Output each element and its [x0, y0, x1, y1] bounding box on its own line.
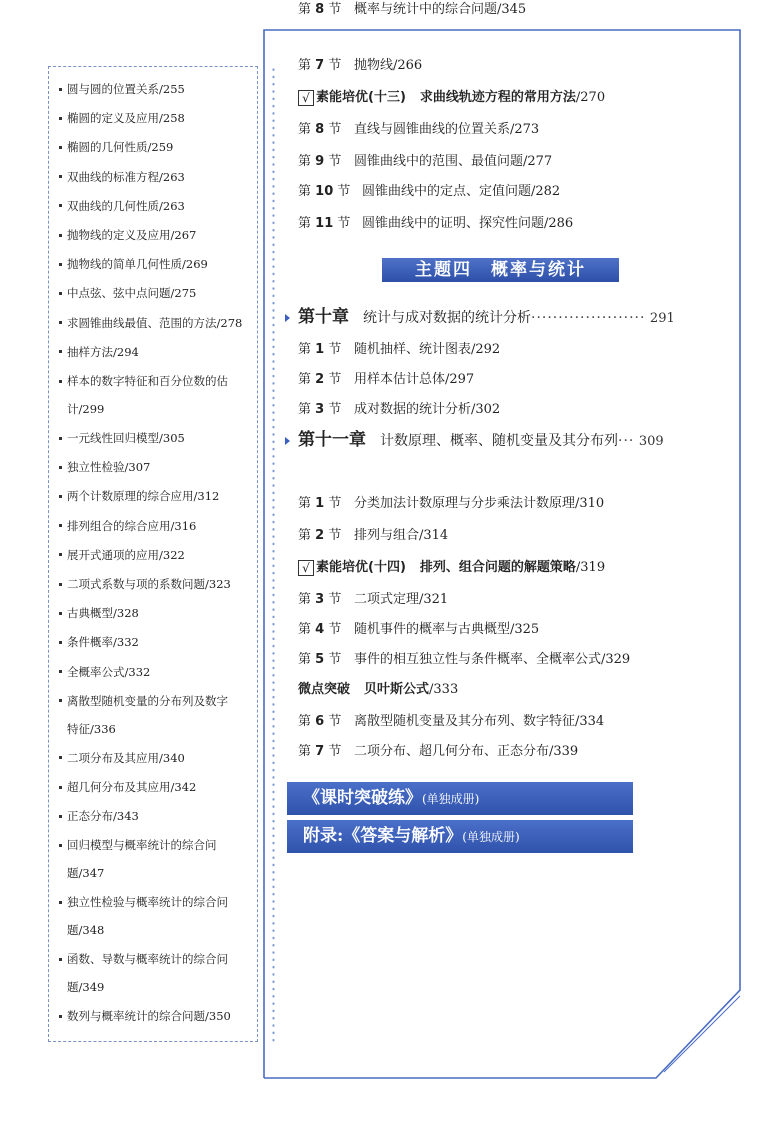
sidebar-item[interactable]: [59, 773, 255, 801]
section-num: 1: [315, 496, 325, 511]
section-title: 贝叶斯公式: [364, 682, 430, 697]
section-number: [298, 0, 354, 20]
section-prefix: 第: [298, 342, 312, 357]
bullet-icon: [59, 350, 62, 353]
sidebar-item[interactable]: [59, 1002, 255, 1030]
sidebar-item-text: 求圆锥曲线最值、范围的方法/278: [67, 315, 243, 330]
section-suffix: 节: [328, 622, 342, 637]
sidebar-item[interactable]: [59, 541, 255, 569]
section-num: 2: [315, 528, 325, 543]
section-number: [298, 340, 354, 360]
section-prefix: 第: [298, 2, 312, 17]
toc-entry[interactable]: [298, 526, 448, 546]
bullet-icon: [59, 553, 62, 556]
sidebar-item[interactable]: [59, 744, 255, 772]
section-num: 2: [315, 372, 325, 387]
sidebar-item[interactable]: [59, 482, 255, 510]
section-suffix: 节: [328, 342, 342, 357]
bullet-icon: [59, 175, 62, 178]
section-number: [298, 742, 354, 762]
bullet-icon: [59, 786, 62, 789]
toc-entry[interactable]: [298, 88, 605, 108]
toc-entry[interactable]: [298, 152, 552, 172]
sidebar-list: [48, 66, 258, 1042]
toc-entry[interactable]: [298, 558, 605, 578]
section-number: [298, 370, 354, 390]
sidebar-item[interactable]: [59, 453, 255, 481]
sidebar-item[interactable]: [59, 133, 255, 161]
sidebar-item-text: 二项分布及其应用/340: [67, 750, 185, 765]
section-num: 10: [315, 184, 334, 199]
bullet-icon: [59, 583, 62, 586]
sidebar-item-text: 超几何分布及其应用/342: [67, 780, 197, 794]
sidebar-item[interactable]: [59, 279, 255, 307]
section-title: 圆锥曲线中的证明、探究性问题/286: [362, 216, 574, 231]
sidebar-item-text: 抛物线的简单几何性质/269: [67, 257, 208, 272]
section-title: 成对数据的统计分析/302: [354, 402, 501, 417]
section-label: 素能培优(十三): [316, 90, 406, 105]
section-title: 圆锥曲线中的范围、最值问题/277: [354, 154, 553, 169]
leader-dots: ·····················: [531, 310, 646, 326]
toc-entry[interactable]: [298, 680, 458, 700]
topic-banner: [382, 258, 619, 282]
section-title: 概率与统计中的综合问题/345: [354, 2, 527, 17]
section-suffix: 节: [337, 184, 351, 199]
sidebar-item[interactable]: [59, 687, 255, 743]
bullet-icon: [59, 524, 62, 527]
section-title: 求曲线轨迹方程的常用方法: [419, 90, 576, 105]
section-title: 随机抽样、统计图表/292: [354, 342, 501, 357]
book-title: 附录:《答案与解析》: [303, 826, 463, 846]
section-num: 3: [315, 592, 325, 607]
section-suffix: 节: [328, 58, 342, 73]
chapter-label: 第十章: [298, 307, 349, 327]
section-title: 圆锥曲线中的定点、定值问题/282: [362, 184, 561, 199]
section-title: 抛物线/266: [354, 58, 423, 73]
bullet-icon: [59, 756, 62, 759]
sidebar-item-continuation: 题/349: [67, 980, 105, 995]
topic-title: 主题四 概率与统计: [415, 260, 586, 280]
section-prefix: 第: [298, 496, 312, 511]
section-num: 7: [315, 58, 325, 73]
section-title: 二项分布、超几何分布、正态分布/339: [354, 744, 579, 759]
section-suffix: 节: [328, 2, 342, 17]
bullet-icon: [59, 263, 62, 266]
bullet-icon: [59, 234, 62, 237]
checkmark-icon: √: [298, 90, 314, 106]
bullet-icon: [59, 844, 62, 847]
sidebar-item-text: 抽样方法/294: [67, 344, 139, 359]
section-suffix: 节: [328, 372, 342, 387]
bullet-icon: [59, 117, 62, 120]
section-number: [298, 182, 362, 202]
section-title: 事件的相互独立性与条件概率、全概率公式/329: [354, 652, 631, 667]
micro-label: 微点突破: [298, 682, 351, 697]
section-number: [298, 526, 354, 546]
sidebar-item-text: 椭圆的几何性质/259: [67, 140, 174, 155]
section-number: [298, 214, 362, 234]
sidebar-item-text: 全概率公式/332: [67, 664, 151, 679]
section-number: [298, 620, 354, 640]
section-prefix: 第: [298, 744, 312, 759]
section-num: 4: [315, 622, 325, 637]
section-num: 3: [315, 402, 325, 417]
section-page: /270: [575, 90, 606, 105]
section-title: 直线与圆锥曲线的位置关系/273: [354, 122, 540, 137]
toc-entry[interactable]: [298, 400, 500, 420]
section-num: 8: [315, 2, 325, 17]
sidebar-item[interactable]: [59, 831, 255, 887]
section-prefix: 第: [298, 592, 312, 607]
bullet-icon: [59, 88, 62, 91]
sidebar-item-text: 椭圆的定义及应用/258: [67, 111, 185, 126]
bullet-icon: [59, 612, 62, 615]
sidebar-item-text: 展开式通项的应用/322: [67, 547, 185, 562]
bullet-icon: [59, 466, 62, 469]
book-bar-practice[interactable]: [287, 782, 633, 815]
sidebar-item-text: 二项式系数与项的系数问题/323: [67, 577, 231, 591]
section-prefix: 第: [298, 372, 312, 387]
toc-entry[interactable]: [298, 340, 500, 360]
section-prefix: 第: [298, 184, 312, 199]
section-num: 1: [315, 342, 325, 357]
section-suffix: 节: [328, 122, 342, 137]
toc-entry[interactable]: [298, 590, 448, 610]
section-number: [298, 494, 354, 514]
sidebar-item[interactable]: [59, 367, 255, 423]
bullet-icon: [59, 204, 62, 207]
sidebar-item[interactable]: [59, 75, 255, 103]
section-suffix: 节: [328, 154, 342, 169]
toc-entry[interactable]: [298, 120, 539, 140]
sidebar-item-text: 中点弦、弦中点问题/275: [67, 286, 197, 301]
sidebar-item-text: 独立性检验与概率统计的综合问: [67, 895, 228, 910]
section-title: 排列与组合/314: [354, 528, 449, 543]
toc-entry[interactable]: [298, 742, 578, 762]
section-prefix: 第: [298, 714, 312, 729]
bullet-icon: [59, 292, 62, 295]
sidebar-item-text: 抛物线的定义及应用/267: [67, 228, 197, 242]
section-title: 分类加法计数原理与分步乘法计数原理/310: [354, 496, 605, 511]
section-num: 9: [315, 154, 325, 169]
sidebar-item-text: 正态分布/343: [67, 809, 139, 824]
sidebar-item[interactable]: [59, 945, 255, 1001]
sidebar-item[interactable]: [59, 424, 255, 452]
section-title: 离散型随机变量及其分布列、数字特征/334: [354, 714, 605, 729]
sidebar-item[interactable]: [59, 192, 255, 220]
section-suffix: 节: [328, 714, 342, 729]
sidebar-item-text: 数列与概率统计的综合问题/350: [67, 1009, 231, 1024]
toc-entry[interactable]: [298, 494, 604, 514]
section-suffix: 节: [328, 528, 342, 543]
bullet-icon: [59, 146, 62, 149]
section-prefix: 第: [298, 528, 312, 543]
section-number: [298, 56, 354, 76]
toc-entry[interactable]: [298, 56, 422, 76]
section-title: 用样本估计总体/297: [354, 372, 475, 387]
section-suffix: 节: [328, 592, 342, 607]
section-suffix: 节: [328, 496, 342, 511]
section-page: /319: [575, 560, 606, 575]
section-number: [298, 650, 354, 670]
sidebar-item[interactable]: [59, 658, 255, 686]
section-number: [298, 712, 354, 732]
bullet-icon: [59, 437, 62, 440]
bullet-icon: [59, 699, 62, 702]
section-prefix: 第: [298, 652, 312, 667]
sidebar-item-continuation: 题/347: [67, 866, 105, 881]
chapter-name: 统计与成对数据的统计分析: [363, 310, 531, 326]
sidebar-item[interactable]: [59, 163, 255, 191]
section-number: [298, 590, 354, 610]
sidebar-item-text: 条件概率/332: [67, 635, 139, 650]
sidebar-item-text: 样本的数字特征和百分位数的估: [67, 374, 228, 388]
section-suffix: 节: [328, 402, 342, 417]
sidebar-item-text: 圆与圆的位置关系/255: [67, 82, 185, 96]
section-number: [298, 120, 354, 140]
triangle-bullet-icon: [285, 314, 290, 322]
book-note: (单独成册): [422, 792, 480, 806]
toc-entry[interactable]: [298, 370, 474, 390]
sidebar-item-text: 一元线性回归模型/305: [67, 431, 185, 445]
bullet-icon: [59, 901, 62, 904]
section-suffix: 节: [328, 744, 342, 759]
section-prefix: 第: [298, 122, 312, 137]
chapter-heading-10[interactable]: [285, 305, 705, 331]
book-note: (单独成册): [462, 830, 520, 844]
chapter-heading-11[interactable]: [285, 428, 705, 454]
section-num: 7: [315, 744, 325, 759]
section-num: 8: [315, 122, 325, 137]
toc-entry[interactable]: [298, 182, 560, 202]
section-suffix: 节: [337, 216, 351, 231]
bullet-icon: [59, 495, 62, 498]
sidebar-item-text: 双曲线的标准方程/263: [67, 169, 185, 184]
sidebar-item[interactable]: [59, 512, 255, 540]
section-number: [298, 400, 354, 420]
section-prefix: 第: [298, 622, 312, 637]
sidebar-item-text: 排列组合的综合应用/316: [67, 518, 197, 533]
sidebar-item[interactable]: [59, 221, 255, 249]
triangle-bullet-icon: [285, 437, 290, 445]
dotted-divider: [272, 66, 275, 1042]
sidebar-item[interactable]: [59, 570, 255, 598]
bullet-icon: [59, 670, 62, 673]
section-prefix: 第: [298, 216, 312, 231]
bullet-icon: [59, 641, 62, 644]
section-title: 随机事件的概率与古典概型/325: [354, 622, 540, 637]
chapter-page: 291: [649, 311, 675, 326]
sidebar-item-text: 两个计数原理的综合应用/312: [67, 489, 220, 504]
toc-entry[interactable]: [298, 712, 604, 732]
sidebar-item[interactable]: [59, 338, 255, 366]
bullet-icon: [59, 380, 62, 383]
section-label: 素能培优(十四): [316, 560, 406, 575]
checkmark-icon: √: [298, 560, 314, 576]
chapter-label: 第十一章: [298, 430, 366, 450]
book-title: 《课时突破练》: [303, 788, 422, 808]
chapter-name: 计数原理、概率、随机变量及其分布列: [380, 433, 618, 449]
sidebar-item[interactable]: [59, 888, 255, 944]
sidebar-item[interactable]: [59, 104, 255, 132]
section-num: 6: [315, 714, 325, 729]
section-number: [298, 152, 354, 172]
sidebar-item-text: 离散型随机变量的分布列及数字: [67, 693, 228, 708]
sidebar-item[interactable]: [59, 802, 255, 830]
toc-entry[interactable]: [298, 214, 573, 234]
sidebar-item-text: 双曲线的几何性质/263: [67, 198, 185, 213]
sidebar-item[interactable]: [59, 250, 255, 278]
bullet-icon: [59, 815, 62, 818]
section-prefix: 第: [298, 58, 312, 73]
section-num: 11: [315, 216, 334, 231]
section-title: 排列、组合问题的解题策略: [419, 560, 576, 575]
sidebar-item[interactable]: [59, 599, 255, 627]
section-page: /333: [429, 682, 459, 697]
bullet-icon: [59, 1015, 62, 1018]
sidebar-item-continuation: 计/299: [67, 402, 105, 416]
section-title: 二项式定理/321: [354, 592, 449, 607]
leader-dots: ···: [618, 433, 635, 449]
bullet-icon: [59, 321, 62, 324]
section-prefix: 第: [298, 402, 312, 417]
bullet-icon: [59, 958, 62, 961]
sidebar-item-continuation: 题/348: [67, 923, 105, 938]
section-prefix: 第: [298, 154, 312, 169]
toc-entry[interactable]: [298, 650, 630, 670]
sidebar-item-text: 函数、导数与概率统计的综合问: [67, 952, 228, 967]
sidebar-item-text: 回归模型与概率统计的综合问: [67, 838, 217, 853]
sidebar-item-continuation: 特征/336: [67, 721, 116, 736]
sidebar-item[interactable]: [59, 309, 255, 337]
sidebar-item-text: 古典概型/328: [67, 606, 139, 621]
toc-entry[interactable]: [298, 620, 539, 640]
book-bar-answers[interactable]: [287, 820, 633, 853]
sidebar-item[interactable]: [59, 628, 255, 656]
section-num: 5: [315, 652, 325, 667]
toc-entry[interactable]: [298, 0, 526, 20]
chapter-page: 309: [638, 434, 664, 449]
sidebar-item-text: 独立性检验/307: [67, 460, 151, 475]
section-suffix: 节: [328, 652, 342, 667]
